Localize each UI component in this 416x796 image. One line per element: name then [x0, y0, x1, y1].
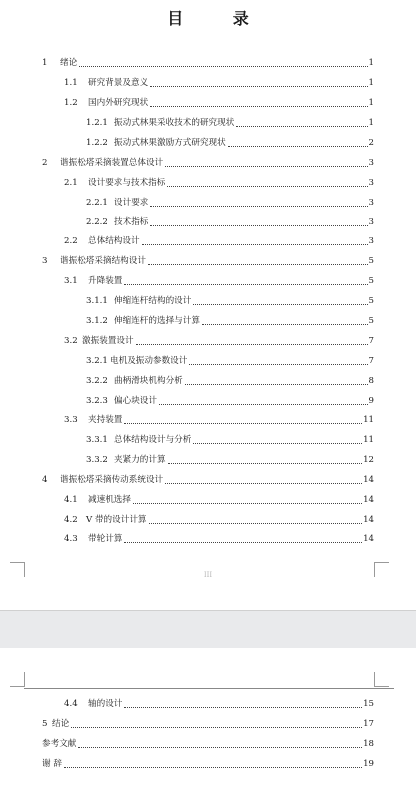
toc-entry-page: 3 [368, 178, 374, 188]
toc-entry-label: 伸缩连杆结构的设计 [114, 296, 192, 306]
toc-entry[interactable] [64, 533, 374, 545]
toc-entry-label: 带轮计算 [88, 534, 123, 544]
leader-dots [150, 206, 367, 207]
toc-entry-number: 2.2.2 [86, 217, 108, 227]
toc-entry-label: 参考文献 [42, 739, 77, 749]
leader-dots [193, 304, 367, 305]
toc-entry-number: 1.2.1 [86, 118, 108, 128]
toc-entry-label: 振动式林果激励方式研究现状 [114, 138, 226, 148]
toc-entry-number: 3.2.2 [86, 376, 108, 386]
toc-entry[interactable] [64, 414, 374, 426]
toc-entry[interactable] [64, 77, 374, 89]
leader-dots [185, 384, 368, 385]
page-number: III [203, 571, 213, 579]
toc-entry[interactable] [42, 718, 374, 730]
page-corner-mark [374, 672, 389, 687]
leader-dots [193, 443, 362, 444]
toc-entry-label: 绪论 [60, 58, 78, 68]
toc-entry-number: 2.1 [64, 178, 78, 188]
toc-entry-number: 2.2 [64, 236, 78, 246]
toc-entry-number: 2 [42, 158, 48, 168]
leader-dots [202, 324, 368, 325]
toc-entry[interactable] [42, 255, 374, 267]
toc-entry[interactable] [64, 514, 374, 526]
toc-entry-label: 研究背景及意义 [88, 78, 149, 88]
leader-dots [165, 166, 367, 167]
leader-dots [133, 503, 362, 504]
leader-dots [228, 146, 368, 147]
leader-dots [150, 106, 367, 107]
toc-entry-label: 总体结构设计与分析 [114, 435, 192, 445]
toc-entry-label: 减速机选择 [88, 495, 131, 505]
toc-entry-page: 19 [363, 759, 374, 769]
leader-dots [189, 364, 367, 365]
toc-entry-label: 激振装置设计 [82, 336, 134, 346]
leader-dots [71, 727, 362, 728]
toc-entry-number: 3.2 [64, 336, 78, 346]
toc-entry[interactable] [64, 335, 374, 347]
toc-entry-label: 电机及振动参数设计 [110, 356, 188, 366]
toc-entry-number: 4.3 [64, 534, 78, 544]
toc-title: 目 录 [167, 9, 271, 28]
leader-dots [150, 225, 367, 226]
leader-dots [78, 747, 362, 748]
toc-page-2 [0, 648, 416, 796]
toc-entry-label: 曲柄滑块机构分析 [114, 376, 183, 386]
toc-entry-page: 5 [368, 296, 374, 306]
toc-entry-label: 谐振松塔采摘结构设计 [60, 256, 146, 266]
leader-dots [124, 284, 367, 285]
toc-entry[interactable] [42, 157, 374, 169]
leader-dots [124, 423, 362, 424]
toc-entry[interactable] [42, 738, 374, 750]
toc-entry[interactable] [86, 355, 374, 367]
leader-dots [124, 707, 362, 708]
leader-dots [168, 463, 362, 464]
toc-entry[interactable] [86, 216, 374, 228]
toc-entry[interactable] [64, 97, 374, 109]
toc-entry-number: 3.3.2 [86, 455, 108, 465]
toc-entry-page: 1 [368, 58, 374, 68]
toc-entry[interactable] [42, 758, 374, 770]
toc-entry-label: 偏心块设计 [114, 396, 157, 406]
toc-entry[interactable] [86, 137, 374, 149]
toc-entry[interactable] [86, 375, 374, 387]
toc-entry-label: 谐振松塔采摘传动系统设计 [60, 475, 164, 485]
toc-entry-number: 1.2.2 [86, 138, 108, 148]
toc-entry-page: 3 [368, 236, 374, 246]
toc-entry-label: 谐振松塔采摘装置总体设计 [60, 158, 164, 168]
header-rule [24, 688, 394, 689]
toc-entry-page: 1 [368, 78, 374, 88]
leader-dots [64, 767, 362, 768]
toc-entry[interactable] [42, 474, 374, 486]
toc-entry-page: 11 [363, 415, 374, 425]
toc-entry-page: 14 [363, 495, 374, 505]
toc-entry[interactable] [64, 494, 374, 506]
toc-entry-label: 国内外研究现状 [88, 98, 149, 108]
toc-entry-number: 3.3.1 [86, 435, 108, 445]
toc-entry-label: 伸缩连杆的选择与计算 [114, 316, 200, 326]
toc-entry-page: 5 [368, 316, 374, 326]
toc-entry-label: 总体结构设计 [88, 236, 140, 246]
leader-dots [148, 264, 368, 265]
toc-entry[interactable] [64, 177, 374, 189]
toc-entry[interactable] [64, 235, 374, 247]
toc-entry-page: 9 [368, 396, 374, 406]
toc-entry[interactable] [86, 295, 374, 307]
leader-dots [136, 344, 368, 345]
toc-entry-number: 3.3 [64, 415, 78, 425]
toc-entry[interactable] [86, 395, 374, 407]
leader-dots [124, 542, 362, 543]
toc-entry-page: 18 [363, 739, 374, 749]
toc-entry-page: 2 [368, 138, 374, 148]
toc-entry-label: V 带的设计计算 [86, 515, 147, 525]
toc-entry[interactable] [64, 275, 374, 287]
toc-entry-number: 4.4 [64, 699, 78, 709]
toc-entry-page: 14 [363, 475, 374, 485]
toc-entry-page: 8 [368, 376, 374, 386]
toc-entry-number: 3.2.1 [86, 356, 108, 366]
toc-entry[interactable] [86, 434, 374, 446]
leader-dots [236, 126, 367, 127]
toc-entry-number: 1 [42, 58, 48, 68]
toc-entry-page: 1 [368, 98, 374, 108]
toc-entry-number: 5 [42, 719, 48, 729]
toc-entry-number: 3 [42, 256, 48, 266]
page-gap [0, 610, 416, 650]
toc-entry-number: 1.1 [64, 78, 78, 88]
page-corner-mark [10, 672, 25, 687]
toc-entry-page: 5 [368, 256, 374, 266]
toc-entry-page: 5 [368, 276, 374, 286]
leader-dots [159, 404, 368, 405]
leader-dots [79, 66, 367, 67]
leader-dots [149, 523, 363, 524]
toc-entry-number: 3.1.2 [86, 316, 108, 326]
toc-entry-page: 7 [368, 356, 374, 366]
toc-entry-label: 振动式林果采收技术的研究现状 [114, 118, 235, 128]
toc-entry-number: 1.2 [64, 98, 78, 108]
toc-entry[interactable] [42, 57, 374, 69]
toc-entry-label: 夹紧力的计算 [114, 455, 166, 465]
toc-entry-number: 2.2.1 [86, 198, 108, 208]
toc-entry[interactable] [86, 315, 374, 327]
toc-entry-page: 14 [363, 515, 374, 525]
toc-entry[interactable] [86, 454, 374, 466]
leader-dots [167, 186, 367, 187]
toc-entry-page: 17 [363, 719, 374, 729]
toc-entry-label: 夹持装置 [88, 415, 123, 425]
toc-entry-page: 3 [368, 198, 374, 208]
toc-entry-page: 1 [368, 118, 374, 128]
toc-entry-number: 3.1.1 [86, 296, 108, 306]
toc-entry-number: 3.1 [64, 276, 78, 286]
toc-entry-label: 升降装置 [88, 276, 123, 286]
toc-entry-page: 14 [363, 534, 374, 544]
toc-entry-label: 技术指标 [114, 217, 149, 227]
toc-entry-number: 4.1 [64, 495, 78, 505]
leader-dots [150, 86, 367, 87]
toc-entry-label: 结论 [52, 719, 70, 729]
toc-entry-page: 12 [363, 455, 374, 465]
toc-entry-number: 4.2 [64, 515, 78, 525]
toc-entry-page: 7 [368, 336, 374, 346]
toc-entry[interactable] [86, 117, 374, 129]
toc-entry-page: 15 [363, 699, 374, 709]
leader-dots [142, 244, 368, 245]
toc-entry-page: 11 [363, 435, 374, 445]
toc-entry-number: 3.2.3 [86, 396, 108, 406]
toc-entry-label: 轴的设计 [88, 699, 123, 709]
toc-entry-label: 设计要求与技术指标 [88, 178, 166, 188]
toc-entry-label: 设计要求 [114, 198, 149, 208]
toc-entry-label: 谢 辞 [42, 759, 62, 769]
toc-entry[interactable] [64, 698, 374, 710]
leader-dots [165, 483, 362, 484]
toc-entry-number: 4 [42, 475, 48, 485]
toc-entry[interactable] [86, 197, 374, 209]
toc-entry-page: 3 [368, 217, 374, 227]
toc-entry-page: 3 [368, 158, 374, 168]
